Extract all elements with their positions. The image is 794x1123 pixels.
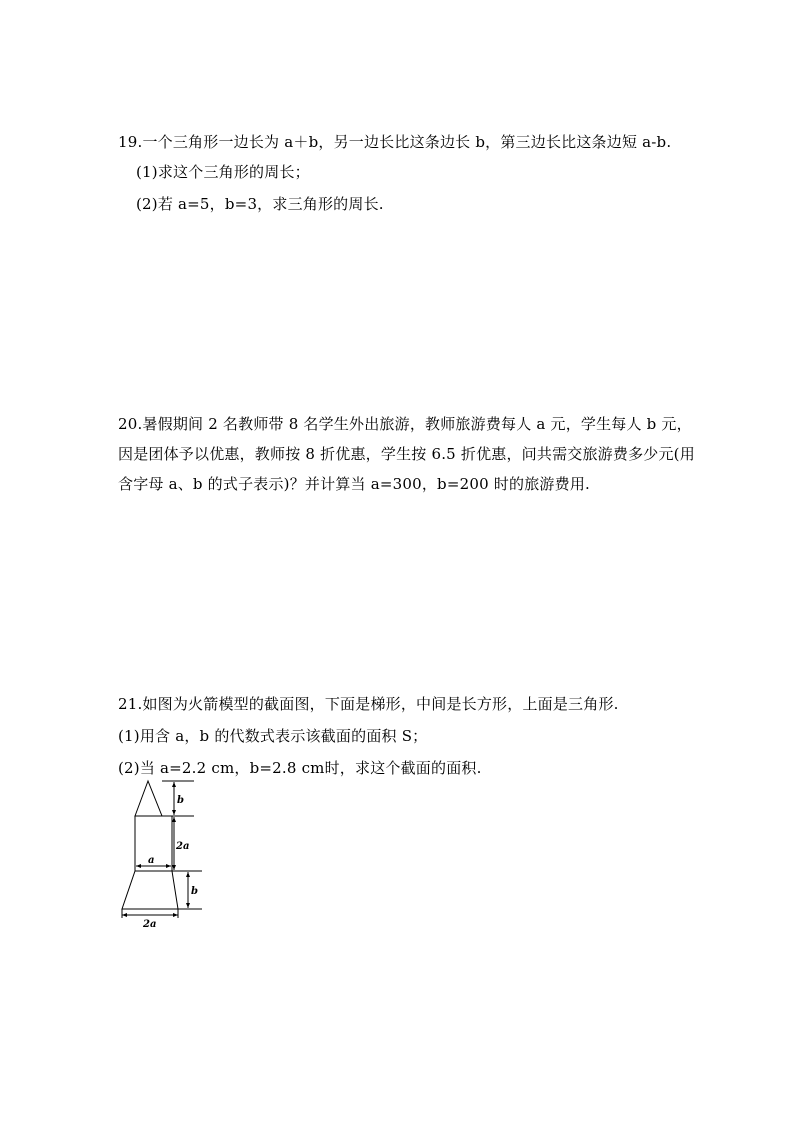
q21-stem: 21.如图为火箭模型的截面图，下面是梯形，中间是长方形，上面是三角形. (118, 695, 619, 713)
q21-part1: (1)用含 a，b 的代数式表示该截面的面积 S； (118, 727, 428, 745)
rocket-figure (112, 778, 212, 930)
q21-part2: (2)当 a=2.2 cm，b=2.8 cm时，求这个截面的面积. (118, 759, 482, 777)
q20-line2: 因是团体予以优惠，教师按 8 折优惠，学生按 6.5 折优惠，问共需交旅游费多少元(用 (118, 445, 695, 463)
label-trap-height: b (191, 886, 198, 897)
q20-line3: 含字母 a、b 的式子表示)？并计算当 a=300，b=200 时的旅游费用. (118, 475, 590, 493)
label-triangle-height: b (177, 795, 184, 806)
q19-part1: (1)求这个三角形的周长； (136, 163, 310, 181)
label-rect-height: 2a (176, 841, 190, 852)
label-trap-bottom: 2a (143, 919, 157, 930)
label-rect-width: a (148, 855, 155, 866)
q19-stem: 19.一个三角形一边长为 a＋b，另一边长比这条边长 b，第三边长比这条边短 a-b. (118, 133, 672, 151)
q20-line1: 20.暑假期间 2 名教师带 8 名学生外出旅游，教师旅游费每人 a 元，学生每人 b 元， (118, 415, 692, 433)
q19-part2: (2)若 a=5，b=3，求三角形的周长. (136, 195, 384, 213)
rocket-triangle (135, 781, 162, 816)
rocket-trapezoid (122, 871, 178, 909)
